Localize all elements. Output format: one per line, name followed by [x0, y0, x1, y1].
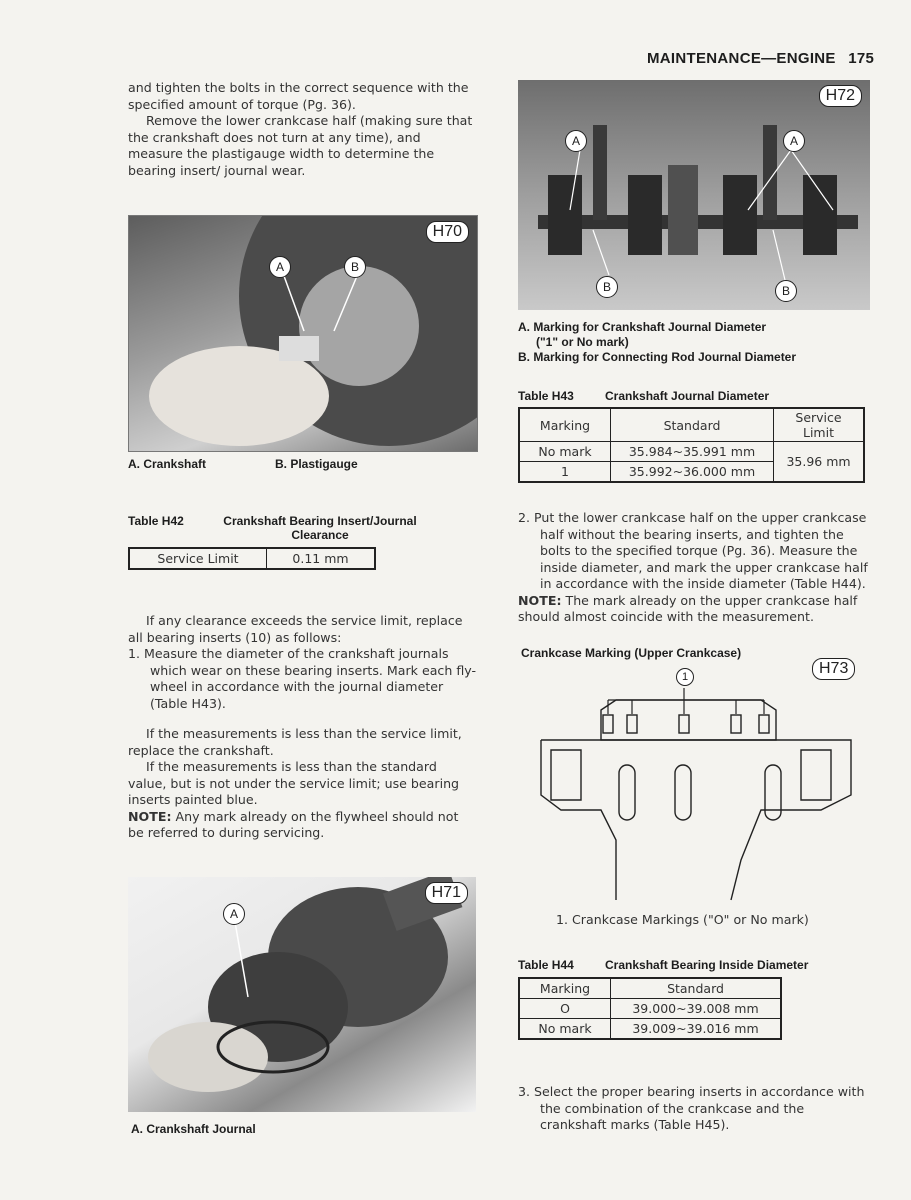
- step-2: 2. Put the lower crankcase half on the upper crankcase half without the bearing inserts, and tighten the bolts to the specified torque (Pg. 36). Measure the inside diameter, and mark the upper crankcase half in accordance with the inside diameter (Table H44).: [518, 510, 868, 591]
- table-h44: [518, 977, 782, 1040]
- callout-1: 1: [676, 668, 694, 686]
- caption-a: A. Crankshaft Journal: [131, 1122, 256, 1136]
- table-h43-title: Crankshaft Journal Diameter: [605, 389, 770, 403]
- table-row: [519, 442, 864, 462]
- table-header-cell: Standard: [611, 978, 782, 999]
- note-label: NOTE:: [128, 808, 172, 824]
- table-cell: No mark: [519, 442, 611, 462]
- paragraph-1: and tighten the bolts in the correct sequence with the specified amount of torque (Pg. 36).: [128, 80, 469, 112]
- crankshaft-plastigauge-illustration: [129, 216, 477, 451]
- intro-text: [128, 80, 478, 179]
- page-number: 175: [848, 50, 875, 67]
- figure-tag: H71: [425, 882, 468, 904]
- table-cell: 1: [519, 462, 611, 483]
- table-cell: No mark: [519, 1019, 611, 1040]
- page-header: [647, 50, 874, 67]
- table-h42: [128, 547, 376, 570]
- figure-tag: H70: [426, 221, 469, 243]
- table-cell: Service Limit: [129, 548, 267, 569]
- note-2: [518, 593, 868, 626]
- table-cell: 0.11 mm: [267, 548, 376, 569]
- table-h42-title-line2: Clearance: [291, 528, 349, 542]
- note-text: The mark already on the upper crankcase half should almost coincide with the measurement.: [518, 592, 858, 624]
- caption-b: B. Marking for Connecting Rod Journal Diameter: [518, 350, 797, 364]
- figure-h73-caption: 1. Crankcase Markings ("O" or No mark): [556, 912, 809, 927]
- callout-a: A: [269, 256, 291, 278]
- note-text: Any mark already on the flywheel should not be referred to during servicing.: [128, 808, 459, 840]
- table-row: [519, 1019, 781, 1040]
- table-h43: [518, 407, 865, 483]
- paragraph-3: If any clearance exceeds the service limit, replace all bearing inserts (10) as follows:: [128, 613, 463, 645]
- paragraph-2: Remove the lower crankcase half (making sure that the crankshaft does not turn at any time), and measure the plastigauge width to determine the bearing insert/ journal wear.: [128, 113, 473, 178]
- figure-h70-photo: [128, 215, 478, 452]
- caption-a: A. Marking for Crankshaft Journal Diameter: [518, 320, 767, 334]
- table-cell: 39.009~39.016 mm: [611, 1019, 782, 1040]
- table-header-cell: Marking: [519, 978, 611, 999]
- crankshaft-markings-illustration: [518, 80, 870, 310]
- table-row: [129, 548, 375, 569]
- figure-h72-photo: [518, 80, 870, 310]
- figure-tag: H73: [812, 658, 855, 680]
- table-header-cell: Marking: [519, 408, 611, 442]
- table-cell: 39.000~39.008 mm: [611, 999, 782, 1019]
- crankshaft-journal-illustration: [128, 877, 476, 1112]
- clearance-text: [128, 613, 478, 842]
- table-row: [519, 999, 781, 1019]
- callout-a: A: [223, 903, 245, 925]
- table-cell: 35.984~35.991 mm: [611, 442, 774, 462]
- step-2-text: [518, 510, 868, 626]
- step-3: 3. Select the proper bearing inserts in accordance with the combination of the crankcase and the crankshaft marks (Table H45).: [518, 1084, 865, 1132]
- table-h42-title-line1: Crankshaft Bearing Insert/Journal: [223, 514, 417, 528]
- table-cell: 35.96 mm: [774, 442, 865, 483]
- figure-h71-photo: [128, 877, 476, 1112]
- table-header-cell: Service Limit: [774, 408, 865, 442]
- callout-b: B: [596, 276, 618, 298]
- paragraph-4: If the measurements is less than the service limit, replace the crankshaft.: [128, 726, 462, 758]
- note-1: [128, 809, 478, 842]
- caption-b: B. Plastigauge: [275, 457, 358, 471]
- figure-tag: H72: [819, 85, 862, 107]
- table-cell: O: [519, 999, 611, 1019]
- crankcase-diagram: [521, 670, 861, 905]
- note-label: NOTE:: [518, 592, 562, 608]
- table-h42-title: [215, 514, 425, 542]
- caption-a-detail: ("1" or No mark): [536, 335, 629, 349]
- table-h44-title: Crankshaft Bearing Inside Diameter: [605, 958, 809, 972]
- header-title: MAINTENANCE—ENGINE: [647, 50, 836, 67]
- callout-b: B: [344, 256, 366, 278]
- step-3-text: [518, 1084, 868, 1134]
- table-row: [519, 978, 781, 999]
- step-1: 1. Measure the diameter of the crankshaft journals which wear on these bearing inserts. Mark each fly-wheel in accordance with the journal diameter (Table H43).: [128, 646, 477, 711]
- caption-a: A. Crankshaft: [128, 457, 207, 471]
- figure-h72-caption: [518, 320, 796, 365]
- crankcase-outline: [521, 670, 861, 905]
- table-cell: 35.992~36.000 mm: [611, 462, 774, 483]
- table-row: [519, 408, 864, 442]
- callout-a: A: [565, 130, 587, 152]
- callout-a: A: [783, 130, 805, 152]
- paragraph-5: If the measurements is less than the standard value, but is not under the service limit; use bearing inserts painted blue.: [128, 759, 460, 807]
- table-h42-id: Table H42: [128, 514, 184, 528]
- table-h44-id: Table H44: [518, 958, 574, 972]
- figure-h73-title: Crankcase Marking (Upper Crankcase): [521, 646, 742, 660]
- table-h43-id: Table H43: [518, 389, 574, 403]
- table-header-cell: Standard: [611, 408, 774, 442]
- callout-b: B: [775, 280, 797, 302]
